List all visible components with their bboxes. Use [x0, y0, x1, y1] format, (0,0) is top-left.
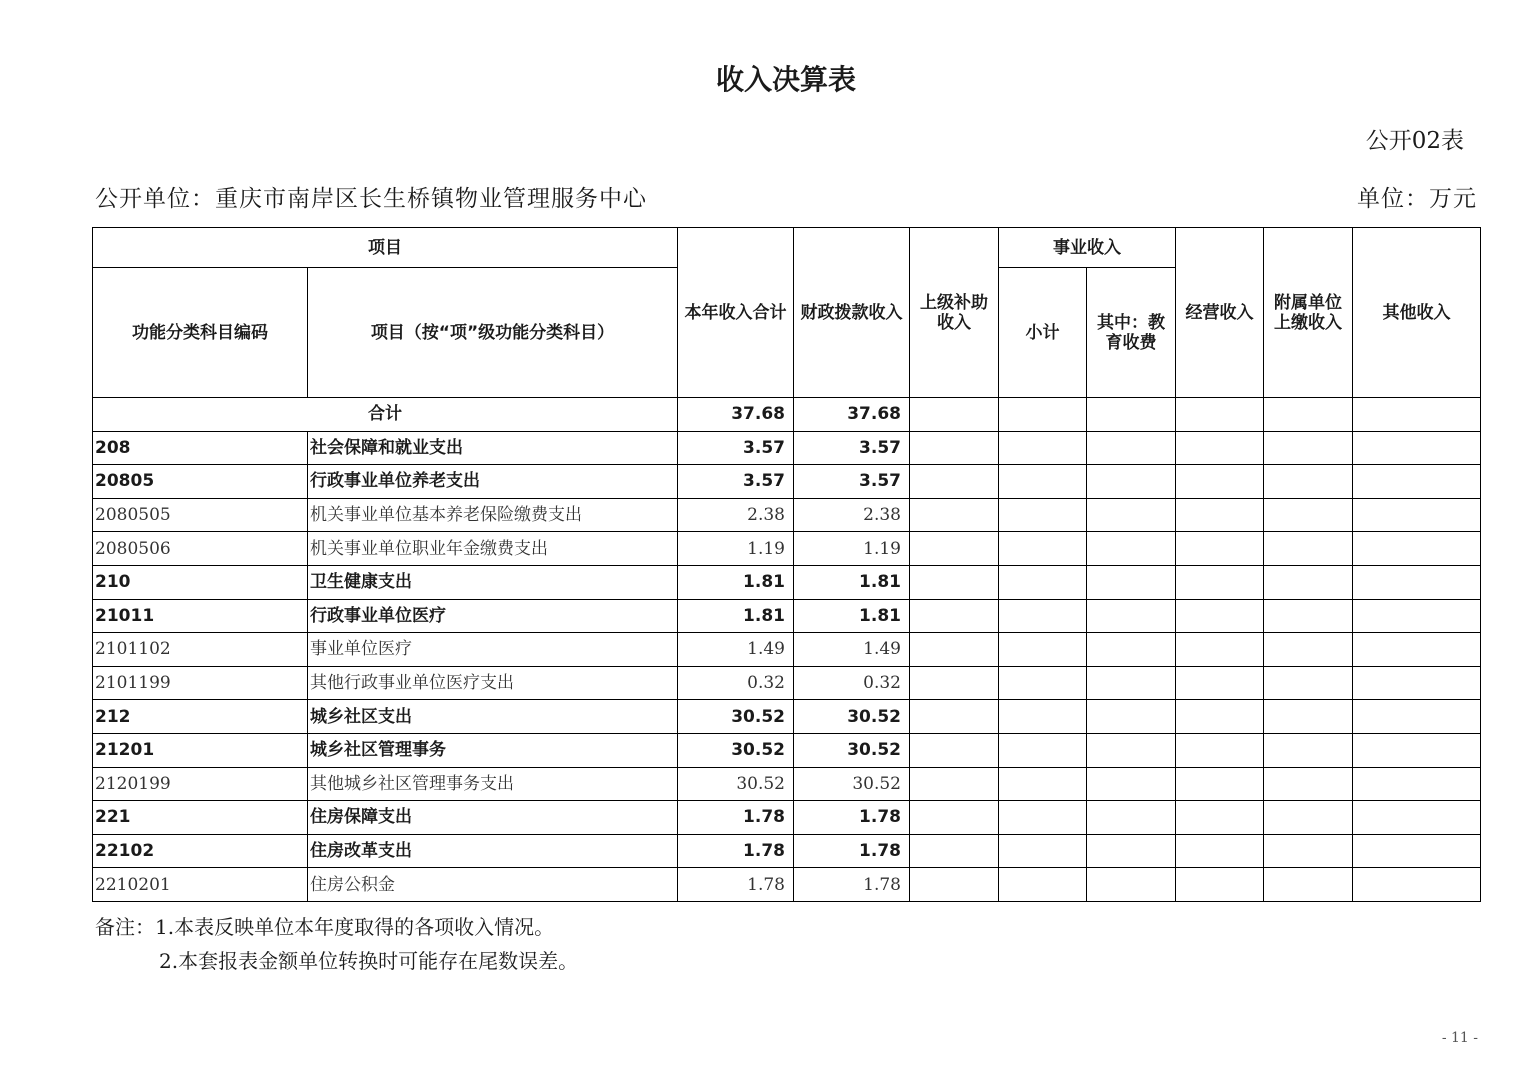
empty-cell: [1264, 733, 1353, 767]
empty-cell: [1264, 666, 1353, 700]
fiscal-cell: 3.57: [794, 431, 910, 465]
item-name-cell: 机关事业单位职业年金缴费支出: [308, 532, 678, 566]
empty-cell: [1264, 834, 1353, 868]
empty-cell: [1176, 733, 1264, 767]
empty-cell: [910, 498, 999, 532]
total-income-cell: 30.52: [678, 700, 794, 734]
empty-cell: [1353, 565, 1481, 599]
header-affiliated: 附属单位上缴收入: [1264, 228, 1353, 398]
empty-cell: [910, 801, 999, 835]
header-item-group: 项目: [93, 228, 678, 268]
empty-cell: [1176, 767, 1264, 801]
currency-unit: 单位：万元: [1357, 186, 1477, 212]
table-row: [93, 532, 1481, 566]
total-income-cell: 1.81: [678, 565, 794, 599]
empty-cell: [1176, 700, 1264, 734]
header-item-name: 项目（按“项”级功能分类科目）: [308, 268, 678, 398]
total-income-cell: 1.78: [678, 834, 794, 868]
item-name-cell: 城乡社区支出: [308, 700, 678, 734]
fiscal-cell: 1.81: [794, 565, 910, 599]
reporting-unit: 公开单位：重庆市南岸区长生桥镇物业管理服务中心: [95, 186, 647, 212]
empty-cell: [1176, 498, 1264, 532]
empty-cell: [999, 801, 1087, 835]
empty-cell: [1087, 565, 1176, 599]
total-income-cell: 3.57: [678, 465, 794, 499]
page-title: 收入决算表: [715, 63, 856, 96]
empty-cell: [1264, 599, 1353, 633]
empty-cell: [1353, 498, 1481, 532]
fiscal-cell: 0.32: [794, 666, 910, 700]
fiscal-cell: 1.78: [794, 868, 910, 902]
empty-cell: [1353, 398, 1481, 432]
empty-cell: [1176, 801, 1264, 835]
empty-cell: [999, 465, 1087, 499]
empty-cell: [1176, 868, 1264, 902]
table-row: [93, 633, 1481, 667]
table-row: [93, 465, 1481, 499]
item-name-cell: 行政事业单位养老支出: [308, 465, 678, 499]
empty-cell: [999, 565, 1087, 599]
empty-cell: [999, 431, 1087, 465]
empty-cell: [1087, 633, 1176, 667]
empty-cell: [910, 868, 999, 902]
code-cell: 208: [93, 431, 308, 465]
empty-cell: [1087, 431, 1176, 465]
empty-cell: [1176, 398, 1264, 432]
fiscal-cell: 2.38: [794, 498, 910, 532]
empty-cell: [999, 733, 1087, 767]
header-fiscal: 财政拨款收入: [794, 228, 910, 398]
item-name-cell: 机关事业单位基本养老保险缴费支出: [308, 498, 678, 532]
empty-cell: [1176, 834, 1264, 868]
fiscal-cell: 1.49: [794, 633, 910, 667]
code-cell: 2210201: [93, 868, 308, 902]
total-income-cell: 1.19: [678, 532, 794, 566]
table-row: [93, 498, 1481, 532]
total-income-cell: 37.68: [678, 398, 794, 432]
empty-cell: [1264, 398, 1353, 432]
fiscal-cell: 1.78: [794, 834, 910, 868]
total-label: 合计: [93, 398, 678, 432]
table-row: [93, 700, 1481, 734]
table-row: [93, 565, 1481, 599]
empty-cell: [910, 398, 999, 432]
total-fiscal-cell: 37.68: [794, 398, 910, 432]
total-income-cell: 30.52: [678, 767, 794, 801]
empty-cell: [999, 498, 1087, 532]
empty-cell: [1176, 599, 1264, 633]
notes: [95, 910, 578, 978]
empty-cell: [1353, 465, 1481, 499]
empty-cell: [1353, 633, 1481, 667]
table-number: 公开02表: [1365, 128, 1464, 154]
empty-cell: [999, 700, 1087, 734]
empty-cell: [910, 733, 999, 767]
code-cell: 2101102: [93, 633, 308, 667]
empty-cell: [910, 834, 999, 868]
empty-cell: [1353, 733, 1481, 767]
empty-cell: [910, 465, 999, 499]
empty-cell: [1264, 801, 1353, 835]
empty-cell: [1353, 532, 1481, 566]
item-name-cell: 住房保障支出: [308, 801, 678, 835]
code-cell: 210: [93, 565, 308, 599]
empty-cell: [1087, 801, 1176, 835]
empty-cell: [999, 666, 1087, 700]
empty-cell: [910, 700, 999, 734]
empty-cell: [910, 599, 999, 633]
empty-cell: [910, 633, 999, 667]
empty-cell: [910, 565, 999, 599]
header-other-income: 其他收入: [1353, 228, 1481, 398]
empty-cell: [1353, 666, 1481, 700]
item-name-cell: 其他城乡社区管理事务支出: [308, 767, 678, 801]
note-line-2: 2.本套报表金额单位转换时可能存在尾数误差。: [159, 949, 579, 973]
empty-cell: [1264, 868, 1353, 902]
code-cell: 22102: [93, 834, 308, 868]
empty-cell: [1087, 767, 1176, 801]
empty-cell: [910, 431, 999, 465]
table-row: [93, 801, 1481, 835]
empty-cell: [999, 767, 1087, 801]
header-row: [93, 228, 1481, 268]
empty-cell: [999, 532, 1087, 566]
empty-cell: [1353, 700, 1481, 734]
empty-cell: [1353, 599, 1481, 633]
item-name-cell: 卫生健康支出: [308, 565, 678, 599]
total-row: [93, 398, 1481, 432]
item-name-cell: 住房改革支出: [308, 834, 678, 868]
header-education-fee: 其中：教育收费: [1087, 268, 1176, 398]
item-name-cell: 事业单位医疗: [308, 633, 678, 667]
code-cell: 2120199: [93, 767, 308, 801]
code-cell: 21011: [93, 599, 308, 633]
note-line-1: 备注：1.本表反映单位本年度取得的各项收入情况。: [95, 915, 555, 939]
item-name-cell: 社会保障和就业支出: [308, 431, 678, 465]
code-cell: 212: [93, 700, 308, 734]
item-name-cell: 其他行政事业单位医疗支出: [308, 666, 678, 700]
empty-cell: [999, 599, 1087, 633]
empty-cell: [1353, 834, 1481, 868]
fiscal-cell: 1.78: [794, 801, 910, 835]
total-income-cell: 1.81: [678, 599, 794, 633]
empty-cell: [1087, 498, 1176, 532]
total-income-cell: 2.38: [678, 498, 794, 532]
code-cell: 21201: [93, 733, 308, 767]
total-income-cell: 1.49: [678, 633, 794, 667]
item-name-cell: 行政事业单位医疗: [308, 599, 678, 633]
empty-cell: [1353, 431, 1481, 465]
header-operating-income: 经营收入: [1176, 228, 1264, 398]
empty-cell: [1087, 834, 1176, 868]
item-name-cell: 城乡社区管理事务: [308, 733, 678, 767]
item-name-cell: 住房公积金: [308, 868, 678, 902]
empty-cell: [1264, 465, 1353, 499]
table-row: [93, 868, 1481, 902]
code-cell: 2080506: [93, 532, 308, 566]
page-number: - 11 -: [1441, 1030, 1478, 1046]
table-row: [93, 767, 1481, 801]
empty-cell: [1087, 398, 1176, 432]
empty-cell: [1087, 532, 1176, 566]
header-superior-subsidy: 上级补助收入: [910, 228, 999, 398]
code-cell: 2080505: [93, 498, 308, 532]
code-cell: 221: [93, 801, 308, 835]
total-income-cell: 3.57: [678, 431, 794, 465]
empty-cell: [1176, 431, 1264, 465]
fiscal-cell: 1.19: [794, 532, 910, 566]
empty-cell: [1353, 801, 1481, 835]
empty-cell: [1264, 498, 1353, 532]
empty-cell: [1176, 532, 1264, 566]
table-row: [93, 599, 1481, 633]
table-row: [93, 733, 1481, 767]
empty-cell: [1353, 767, 1481, 801]
empty-cell: [1087, 666, 1176, 700]
empty-cell: [999, 834, 1087, 868]
empty-cell: [1264, 767, 1353, 801]
empty-cell: [1087, 599, 1176, 633]
empty-cell: [1176, 633, 1264, 667]
fiscal-cell: 30.52: [794, 767, 910, 801]
income-table: [92, 227, 1481, 902]
code-cell: 2101199: [93, 666, 308, 700]
code-cell: 20805: [93, 465, 308, 499]
empty-cell: [999, 868, 1087, 902]
empty-cell: [1264, 633, 1353, 667]
empty-cell: [1087, 700, 1176, 734]
empty-cell: [1353, 868, 1481, 902]
header-total-income: 本年收入合计: [678, 228, 794, 398]
fiscal-cell: 3.57: [794, 465, 910, 499]
fiscal-cell: 30.52: [794, 733, 910, 767]
empty-cell: [1176, 465, 1264, 499]
total-income-cell: 1.78: [678, 801, 794, 835]
empty-cell: [1264, 700, 1353, 734]
table-row: [93, 666, 1481, 700]
table-row: [93, 834, 1481, 868]
empty-cell: [910, 767, 999, 801]
fiscal-cell: 1.81: [794, 599, 910, 633]
empty-cell: [1087, 733, 1176, 767]
empty-cell: [1176, 666, 1264, 700]
total-income-cell: 30.52: [678, 733, 794, 767]
empty-cell: [1264, 431, 1353, 465]
fiscal-cell: 30.52: [794, 700, 910, 734]
header-business-income: 事业收入: [999, 228, 1176, 268]
empty-cell: [1176, 565, 1264, 599]
empty-cell: [999, 398, 1087, 432]
empty-cell: [1087, 465, 1176, 499]
total-income-cell: 0.32: [678, 666, 794, 700]
header-subtotal: 小计: [999, 268, 1087, 398]
empty-cell: [910, 532, 999, 566]
empty-cell: [1264, 565, 1353, 599]
empty-cell: [1087, 868, 1176, 902]
total-income-cell: 1.78: [678, 868, 794, 902]
table-row: [93, 431, 1481, 465]
header-code: 功能分类科目编码: [93, 268, 308, 398]
empty-cell: [999, 633, 1087, 667]
empty-cell: [910, 666, 999, 700]
empty-cell: [1264, 532, 1353, 566]
